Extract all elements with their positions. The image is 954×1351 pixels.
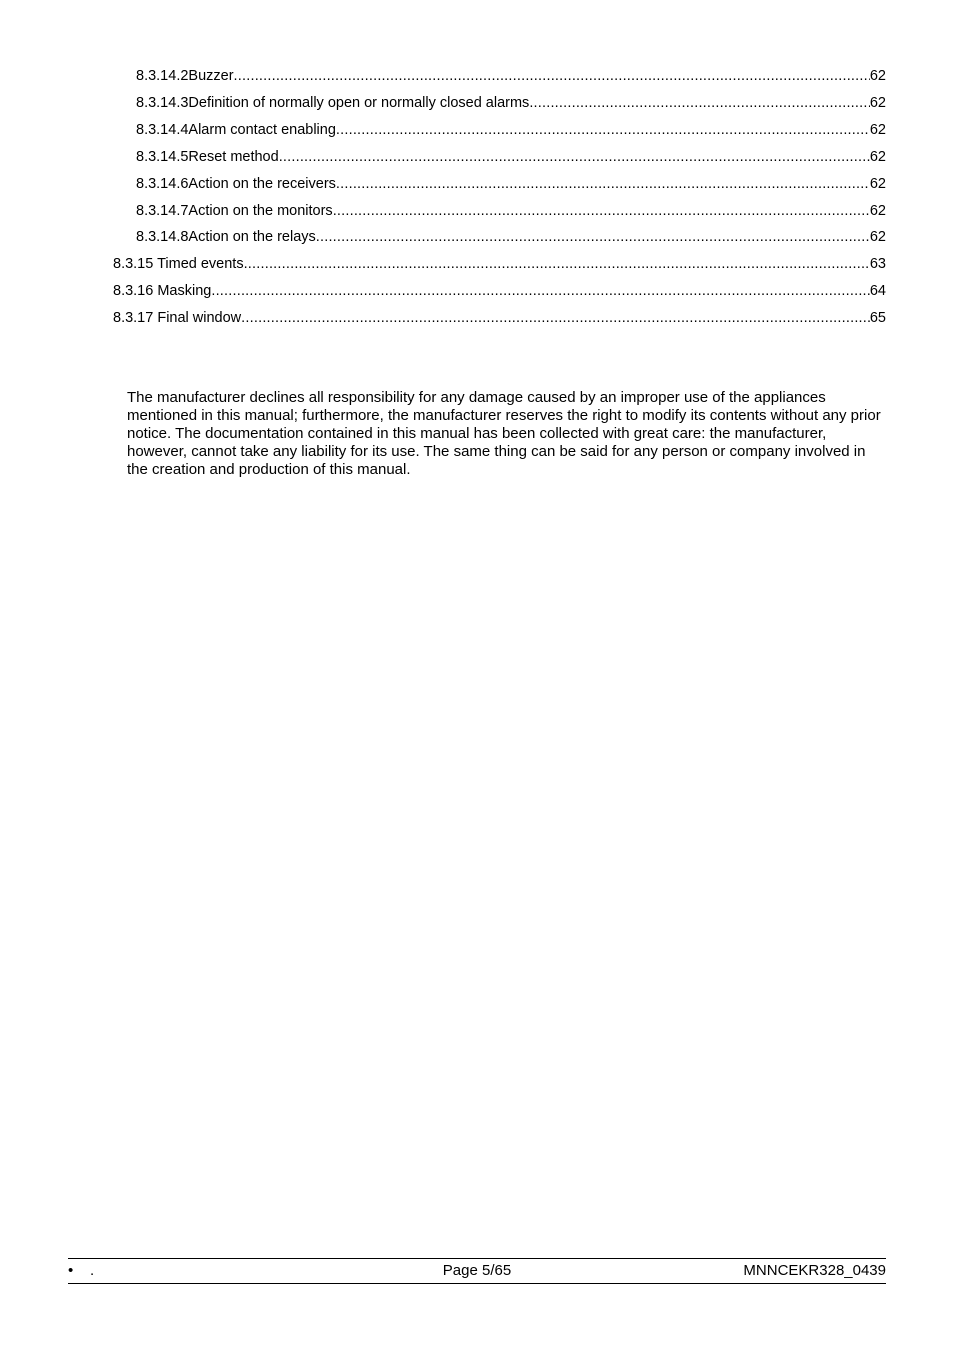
toc-entry[interactable] (113, 282, 886, 300)
page-number: Page 5/65 (442, 1262, 512, 1279)
toc-entry[interactable] (113, 255, 886, 273)
toc-entry-label: 8.3.16 Masking (113, 283, 212, 299)
footer-left-text: . (90, 1262, 95, 1279)
toc-entry-page: 65 (869, 310, 886, 326)
toc-entry[interactable] (136, 121, 886, 139)
toc-entry-label: 8.3.14.5Reset method (136, 149, 279, 165)
toc-leader-dots (279, 148, 870, 166)
toc-entry-page: 64 (869, 283, 886, 299)
toc-leader-dots (211, 282, 870, 300)
toc-entry[interactable] (136, 202, 886, 220)
toc-entry[interactable] (136, 94, 886, 112)
toc-entry-page: 62 (869, 176, 886, 192)
toc-entry-label: 8.3.14.7Action on the monitors (136, 203, 333, 219)
toc-leader-dots (316, 228, 870, 246)
toc-entry-page: 63 (869, 256, 886, 272)
toc-entry-label: 8.3.14.4Alarm contact enabling (136, 122, 336, 138)
toc-entry-label: 8.3.14.2Buzzer (136, 68, 234, 84)
toc-entry[interactable] (136, 67, 886, 85)
toc-leader-dots (234, 67, 870, 85)
toc-entry-page: 62 (869, 68, 886, 84)
toc-entry[interactable] (136, 175, 886, 193)
toc-entry-page: 62 (869, 149, 886, 165)
bullet-icon: • (68, 1262, 74, 1279)
toc-leader-dots (336, 175, 870, 193)
toc-entry[interactable] (136, 228, 886, 246)
toc-leader-dots (333, 202, 870, 220)
toc-leader-dots (336, 121, 870, 139)
toc-entry-label: 8.3.15 Timed events (113, 256, 244, 272)
toc-entry[interactable] (113, 309, 886, 327)
toc-entry[interactable] (136, 148, 886, 166)
disclaimer-paragraph: The manufacturer declines all responsibility for any damage caused by an improper use of the appliances mentioned in this manual; furthermore, the manufacturer reserves the right to modify its contents without any prior notice. The documentation contained in this manual has been collected with great care: the manufacturer, however, cannot take any liability for its use. The same thing can be said for any person or company involved in the creation and production of this manual. (127, 389, 881, 478)
toc-entry-label: 8.3.14.3Definition of normally open or normally closed alarms (136, 95, 530, 111)
toc-leader-dots (529, 94, 870, 112)
toc-entry-label: 8.3.14.8Action on the relays (136, 229, 316, 245)
toc-entry-label: 8.3.14.6Action on the receivers (136, 176, 336, 192)
toc-leader-dots (244, 255, 870, 273)
page-footer (68, 1258, 886, 1284)
document-code: MNNCEKR328_0439 (743, 1262, 886, 1279)
toc-entry-page: 62 (869, 122, 886, 138)
toc-entry-page: 62 (869, 229, 886, 245)
toc-entry-page: 62 (869, 203, 886, 219)
toc-leader-dots (241, 309, 870, 327)
toc-entry-label: 8.3.17 Final window (113, 310, 242, 326)
toc-entry-page: 62 (869, 95, 886, 111)
